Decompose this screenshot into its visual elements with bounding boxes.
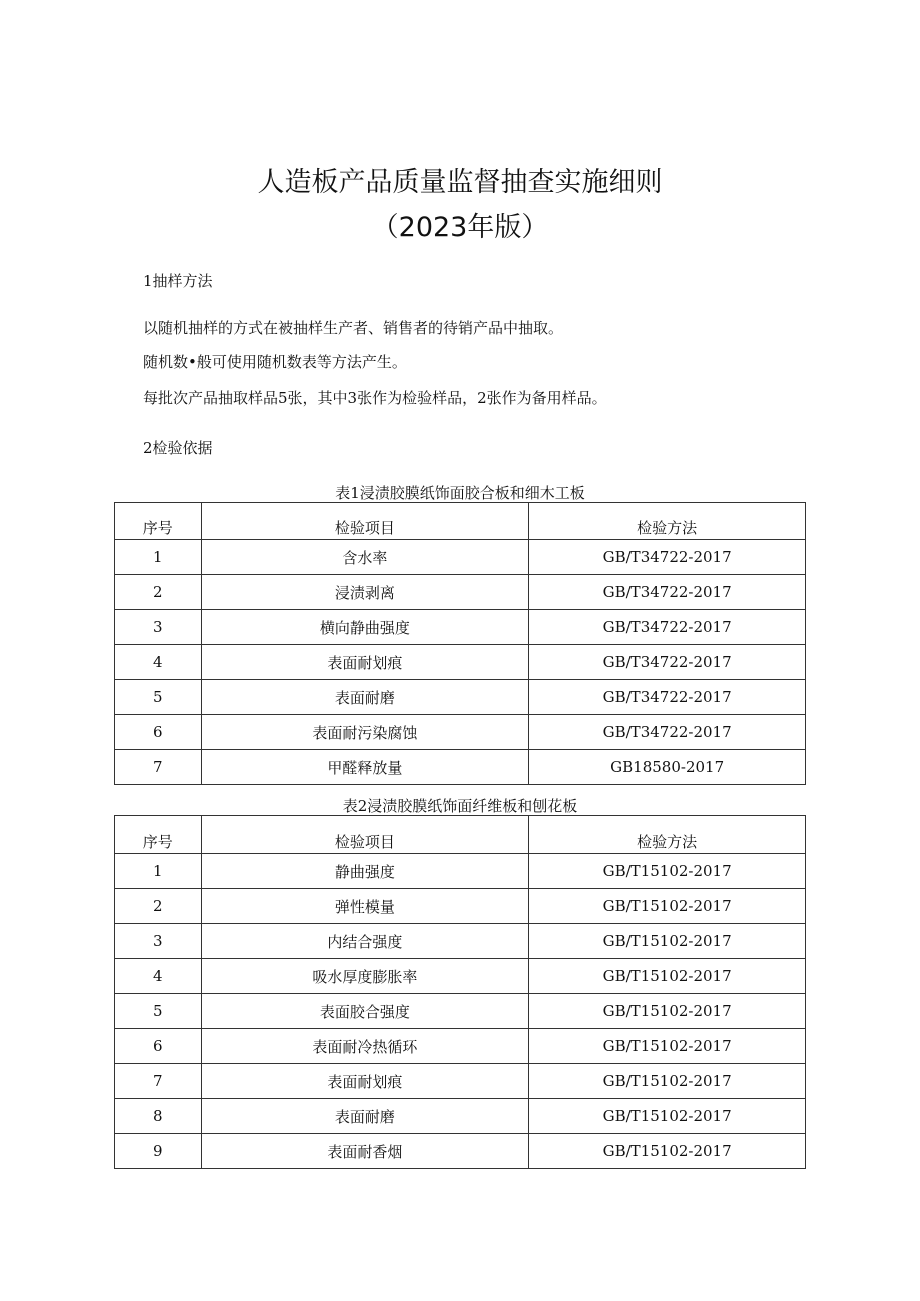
section-heading-sampling: 1抽样方法	[143, 272, 213, 290]
cell-seq: 3	[115, 924, 202, 959]
cell-method: GB/T15102-2017	[529, 1099, 806, 1134]
cell-method: GB/T15102-2017	[529, 994, 806, 1029]
cell-seq: 5	[115, 680, 202, 715]
cell-item: 表面耐划痕	[201, 1064, 529, 1099]
table-row	[115, 924, 806, 959]
cell-seq: 2	[115, 575, 202, 610]
paragraph-sampling-method: 以随机抽样的方式在被抽样生产者、销售者的待销产品中抽取。	[143, 319, 564, 337]
table-row	[115, 1099, 806, 1134]
paragraph-sample-quantity: 每批次产品抽取样品5张，其中3张作为检验样品，2张作为备用样品。	[143, 389, 607, 407]
cell-item: 甲醛释放量	[201, 750, 529, 785]
table-header-row	[115, 816, 806, 854]
paragraph-random-number: 随机数•般可使用随机数表等方法产生。	[143, 353, 407, 371]
header-method: 检验方法	[529, 816, 806, 854]
cell-method: GB/T15102-2017	[529, 854, 806, 889]
cell-seq: 9	[115, 1134, 202, 1169]
cell-item: 含水率	[201, 540, 529, 575]
cell-method: GB/T15102-2017	[529, 1064, 806, 1099]
cell-seq: 7	[115, 1064, 202, 1099]
cell-item: 表面耐划痕	[201, 645, 529, 680]
table-row	[115, 1134, 806, 1169]
cell-seq: 3	[115, 610, 202, 645]
cell-method: GB/T34722-2017	[529, 715, 806, 750]
cell-method: GB/T34722-2017	[529, 645, 806, 680]
cell-method: GB/T34722-2017	[529, 680, 806, 715]
cell-seq: 7	[115, 750, 202, 785]
document-title: 人造板产品质量监督抽查实施细则	[257, 167, 663, 198]
table-row	[115, 680, 806, 715]
cell-item: 表面耐香烟	[201, 1134, 529, 1169]
cell-seq: 5	[115, 994, 202, 1029]
table-row	[115, 994, 806, 1029]
cell-seq: 4	[115, 959, 202, 994]
table-row	[115, 1064, 806, 1099]
cell-seq: 4	[115, 645, 202, 680]
table-row	[115, 540, 806, 575]
cell-method: GB/T34722-2017	[529, 540, 806, 575]
cell-item: 表面耐磨	[201, 680, 529, 715]
cell-method: GB/T34722-2017	[529, 575, 806, 610]
header-item: 检验项目	[201, 503, 529, 540]
table1-caption: 表1浸渍胶膜纸饰面胶合板和细木工板	[335, 484, 585, 502]
cell-method: GB/T15102-2017	[529, 1134, 806, 1169]
cell-seq: 1	[115, 854, 202, 889]
cell-item: 吸水厚度膨胀率	[201, 959, 529, 994]
table1	[114, 502, 806, 785]
table-row	[115, 854, 806, 889]
table-row	[115, 1029, 806, 1064]
table-row	[115, 610, 806, 645]
cell-item: 表面耐污染腐蚀	[201, 715, 529, 750]
cell-method: GB/T15102-2017	[529, 1029, 806, 1064]
cell-method: GB/T15102-2017	[529, 924, 806, 959]
cell-item: 弹性模量	[201, 889, 529, 924]
cell-item: 浸渍剥离	[201, 575, 529, 610]
cell-item: 横向静曲强度	[201, 610, 529, 645]
cell-method: GB/T15102-2017	[529, 959, 806, 994]
header-seq: 序号	[115, 816, 202, 854]
cell-item: 表面胶合强度	[201, 994, 529, 1029]
table2	[114, 815, 806, 1169]
cell-item: 表面耐磨	[201, 1099, 529, 1134]
table-header-row	[115, 503, 806, 540]
document-edition: （2023年版）	[371, 212, 549, 243]
cell-method: GB/T15102-2017	[529, 889, 806, 924]
cell-method: GB/T34722-2017	[529, 610, 806, 645]
cell-seq: 6	[115, 715, 202, 750]
cell-item: 静曲强度	[201, 854, 529, 889]
table-row	[115, 889, 806, 924]
header-item: 检验项目	[201, 816, 529, 854]
table-row	[115, 959, 806, 994]
section-heading-basis: 2检验依据	[143, 439, 213, 457]
table-row	[115, 575, 806, 610]
header-seq: 序号	[115, 503, 202, 540]
table2-caption: 表2浸渍胶膜纸饰面纤维板和刨花板	[342, 797, 578, 815]
cell-seq: 2	[115, 889, 202, 924]
cell-seq: 6	[115, 1029, 202, 1064]
table-row	[115, 645, 806, 680]
cell-seq: 1	[115, 540, 202, 575]
cell-method: GB18580-2017	[529, 750, 806, 785]
header-method: 检验方法	[529, 503, 806, 540]
table-row	[115, 750, 806, 785]
table-row	[115, 715, 806, 750]
cell-item: 表面耐冷热循环	[201, 1029, 529, 1064]
cell-seq: 8	[115, 1099, 202, 1134]
cell-item: 内结合强度	[201, 924, 529, 959]
